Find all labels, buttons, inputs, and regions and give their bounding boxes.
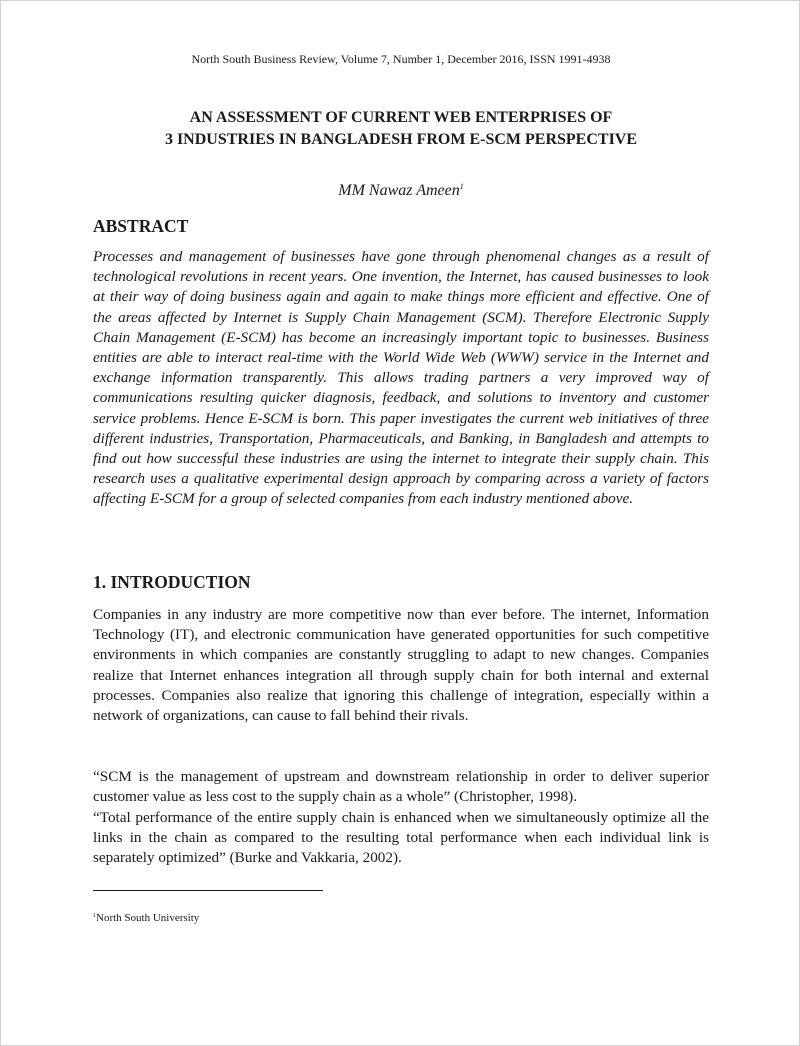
author-name: MM Nawaz Ameen — [338, 182, 460, 199]
introduction-paragraph: Companies in any industry are more competitive now than ever before. The internet, Information Technology (IT), and electronic communication have generated opportunities for such competitive environments in which companies are constantly struggling to adapt to new changes. Companies realize that Internet enhances integration all through supply chain for both internal and external processes. Companies also realize that ignoring this challenge of integration, especially within a network of organizations, can cause to fall behind their rivals. — [93, 606, 709, 725]
author-footnote-mark: 1 — [459, 182, 464, 191]
paper-title — [61, 107, 741, 151]
introduction-heading: 1. INTRODUCTION — [93, 572, 251, 592]
author-line — [1, 177, 800, 201]
footnote — [93, 909, 199, 925]
paper-title-line-1: AN ASSESSMENT OF CURRENT WEB ENTERPRISES OF — [189, 109, 613, 126]
paper-title-line-2: 3 INDUSTRIES IN BANGLADESH FROM E-SCM PERSPECTIVE — [164, 131, 638, 148]
abstract-text: Processes and management of businesses have gone through phenomenal changes as a result of technological revolutions in recent years. One invention, the Internet, has caused businesses to look at their way of doing business again and again to make things more efficient and effective. One of the areas affected by Internet is Supply Chain Management (SCM). Therefore Electronic Supply Chain Management (E-SCM) has become an increasingly important topic to businesses. Business entities are able to interact real-time with the World Wide Web (WWW) service in the Internet and exchange information transparently. This allows trading partners a very improved way of communications resulting quicker diagnosis, feedback, and solutions to inventory and customer service problems. Hence E-SCM is born. This paper investigates the current web initiatives of three different industries, Transportation, Pharmaceuticals, and Banking, in Bangladesh and attempts to find out how successful these industries are using the internet to integrate their supply chain. This research uses a qualitative experimental design approach by comparing across a variety of factors affecting E-SCM for a group of selected companies from each industry mentioned above. — [93, 248, 709, 508]
scm-definition-quote: “SCM is the management of upstream and downstream relationship in order to deliver superior customer value as less cost to the supply chain as a whole” (Christopher, 1998). — [93, 768, 709, 806]
supply-chain-performance-quote: “Total performance of the entire supply chain is enhanced when we simultaneously optimize all the links in the chain as compared to the resulting total performance when each individual link is separately optimized” (Burke and Vakkaria, 2002). — [93, 809, 709, 867]
running-header: North South Business Review, Volume 7, Number 1, December 2016, ISSN 1991-4938 — [191, 52, 611, 66]
footnote-mark: 1 — [93, 913, 96, 919]
footnote-divider — [93, 890, 323, 891]
footnote-text: North South University — [96, 912, 200, 924]
abstract-heading: ABSTRACT — [93, 216, 189, 236]
